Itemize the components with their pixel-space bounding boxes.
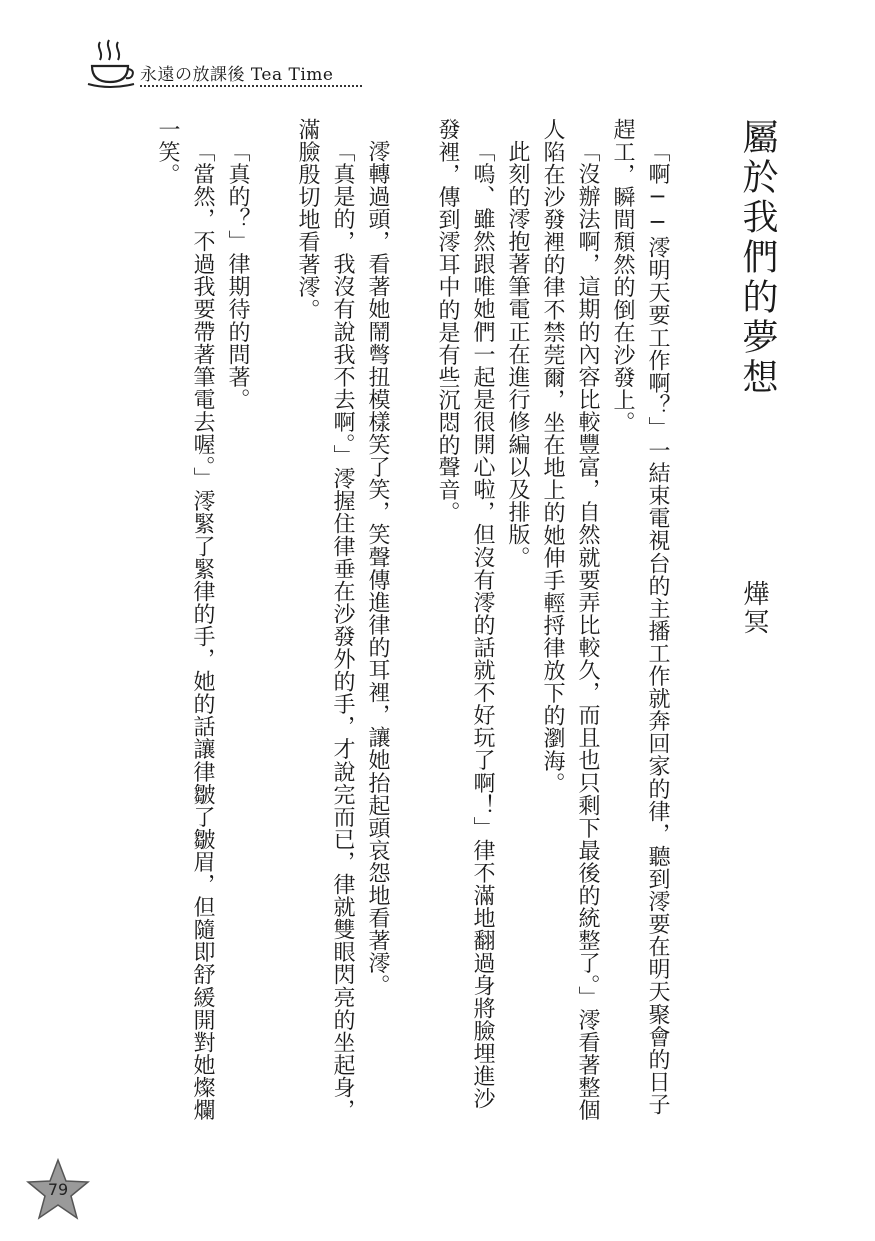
- paragraph: 「啊──澪明天要工作啊？」一結束電視台的主播工作就奔回家的律，聽到澪要在明天聚會的日子趕工，瞬間頹然的倒在沙發上。: [610, 118, 670, 1116]
- paragraph: 此刻的澪抱著筆電正在進行修編以及排版。: [505, 140, 530, 569]
- header-title: 永遠の放課後 Tea Time: [140, 65, 334, 85]
- story-title: 屬於我們的夢想: [737, 118, 778, 398]
- story-body: [155, 118, 675, 1128]
- steaming-cup-icon: [88, 38, 136, 88]
- paragraph: 澪轉過頭，看著她鬧彆扭模樣笑了笑，笑聲傳進律的耳裡，讓她抬起頭哀怨地看著澪。: [365, 140, 390, 997]
- paragraph: 「嗚、雖然跟唯她們一起是很開心啦，但沒有澪的話就不好玩了啊！」律不滿地翻過身將臉埋進沙發裡，傳到澪耳中的是有些沉悶的聲音。: [435, 118, 495, 1110]
- header-dotted-rule: [140, 85, 362, 87]
- paragraph: 「真是的，我沒有說我不去啊。」澪握住律垂在沙發外的手，才說完而已，律就雙眼閃亮的坐起身，滿臉殷切地看著澪。: [295, 118, 355, 1122]
- running-header: [88, 38, 348, 98]
- paragraph: 「當然，不過我要帶著筆電去喔。」澪緊了緊律的手，她的話讓律皺了皺眉，但隨即舒緩開對她燦爛一笑。: [155, 118, 215, 1122]
- story-author: 燁冥: [739, 580, 769, 636]
- page-number: 79: [47, 1180, 69, 1199]
- paragraph: 「沒辦法啊，這期的內容比較豐富，自然就要弄比較久，而且也只剩下最後的統整了。」澪看著整個人陷在沙發裡的律不禁莞爾，坐在地上的她伸手輕捋律放下的瀏海。: [540, 118, 600, 1122]
- paragraph: 「真的？」律期待的問著。: [225, 140, 250, 411]
